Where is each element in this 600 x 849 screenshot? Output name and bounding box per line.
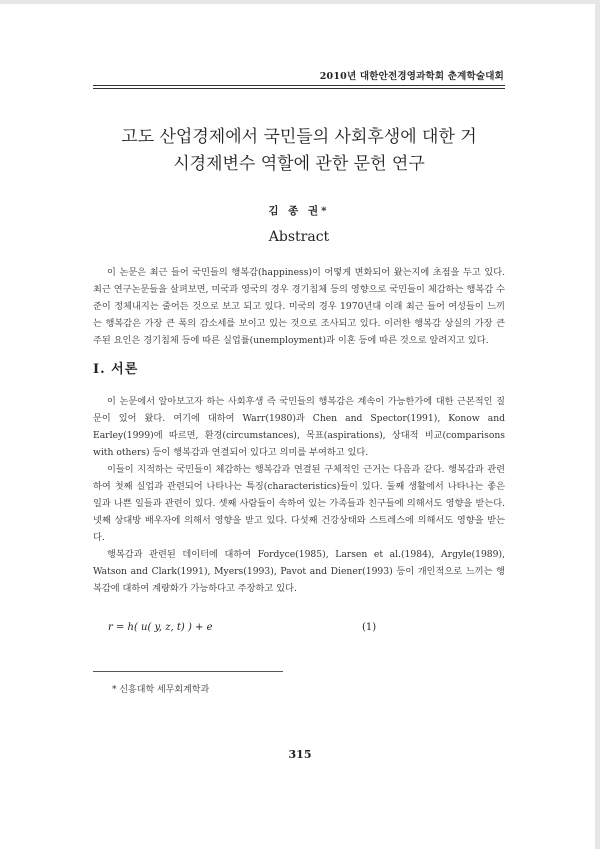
footnote-rule bbox=[93, 671, 283, 672]
page-number: 315 bbox=[288, 748, 312, 761]
introduction-body bbox=[93, 393, 505, 597]
header-rule bbox=[93, 85, 505, 86]
paper-title bbox=[93, 124, 505, 178]
abstract-paragraph: 이 논문은 최근 들어 국민들의 행복감(happiness)이 어떻게 변화되어 왔는지에 초점을 두고 있다. 최근 연구논문들을 살펴보면, 미국과 영국의 경우 경기침체 등의 영향으로 국민들이 체감하는 행복감 수준이 정체내지는 줄어든 것으로 보고 되고 있다. 미국의 경우 1970년대 이래 최근 들어 여성들이 느끼는 행복감은 가장 큰 폭의 감소세를 보이고 있는 것으로 조사되고 있다. 이러한 행복감 상실의 가장 큰 주된 요인은 경기침체 등에 따른 실업률(unemployment)과 이혼 등에 따른 것으로 알려지고 있다. bbox=[93, 267, 505, 346]
running-header: 2010년 대한안전경영과학회 춘계학술대회 bbox=[319, 71, 504, 82]
author-name: 김 종 권* bbox=[268, 205, 330, 217]
section-heading-introduction: Ⅰ. 서론 bbox=[93, 362, 139, 377]
footnote: * 신흥대학 세무회계학과 bbox=[112, 685, 210, 695]
equation-1: r = h( u( y, z, t) ) + e bbox=[108, 622, 213, 633]
header-rule-secondary bbox=[93, 88, 505, 89]
equation-number: (1) bbox=[362, 622, 377, 633]
title-line-1: 고도 산업경제에서 국민들의 사회후생에 대한 거 bbox=[121, 127, 477, 147]
page-edge-top bbox=[0, 0, 600, 4]
abstract-body bbox=[93, 264, 505, 349]
introduction-paragraph-1: 이 논문에서 알아보고자 하는 사회후생 즉 국민들의 행복감은 계속이 가능한가에 대한 근본적인 질문이 있어 왔다. 여기에 대하여 Warr(1980)과 Chen and Spector(1991), Konow and Earley(1999)에 따르면, 환경(circumstances), 목표(aspirations), 상대적 비교(comparisons with others) 등이 행복감과 연결되어 있다고 의미를 부여하고 있다. bbox=[93, 396, 505, 458]
page-edge-right bbox=[595, 0, 600, 849]
title-line-2: 시경제변수 역할에 관한 문헌 연구 bbox=[173, 154, 425, 174]
introduction-paragraph-2: 이들이 지적하는 국민들이 체감하는 행복감과 연결된 구체적인 근거는 다음과 같다. 행복감과 관련하여 첫째 실업과 관련되어 나타나는 특징(characteristics)들이 있다. 둘째 생활에서 나타나는 좋은 일과 나쁜 일들과 관련이 있다. 셋째 사람들이 속하여 있는 가족들과 친구들에 의해서도 영향을 받는다. 넷째 상대방 배우자에 의해서 영향을 받고 있다. 다섯째 건강상태와 스트레스에 의해서도 영향을 받는다. bbox=[93, 464, 505, 543]
introduction-paragraph-3: 행복감과 관련된 데이터에 대하여 Fordyce(1985), Larsen et al.(1984), Argyle(1989), Watson and Clark(1991), Myers(1993), Pavot and Diener(1993) 등이 개인적으로 느끼는 행복감에 대하여 계량화가 가능하다고 주장하고 있다. bbox=[93, 549, 505, 594]
abstract-heading: Abstract bbox=[268, 229, 330, 245]
